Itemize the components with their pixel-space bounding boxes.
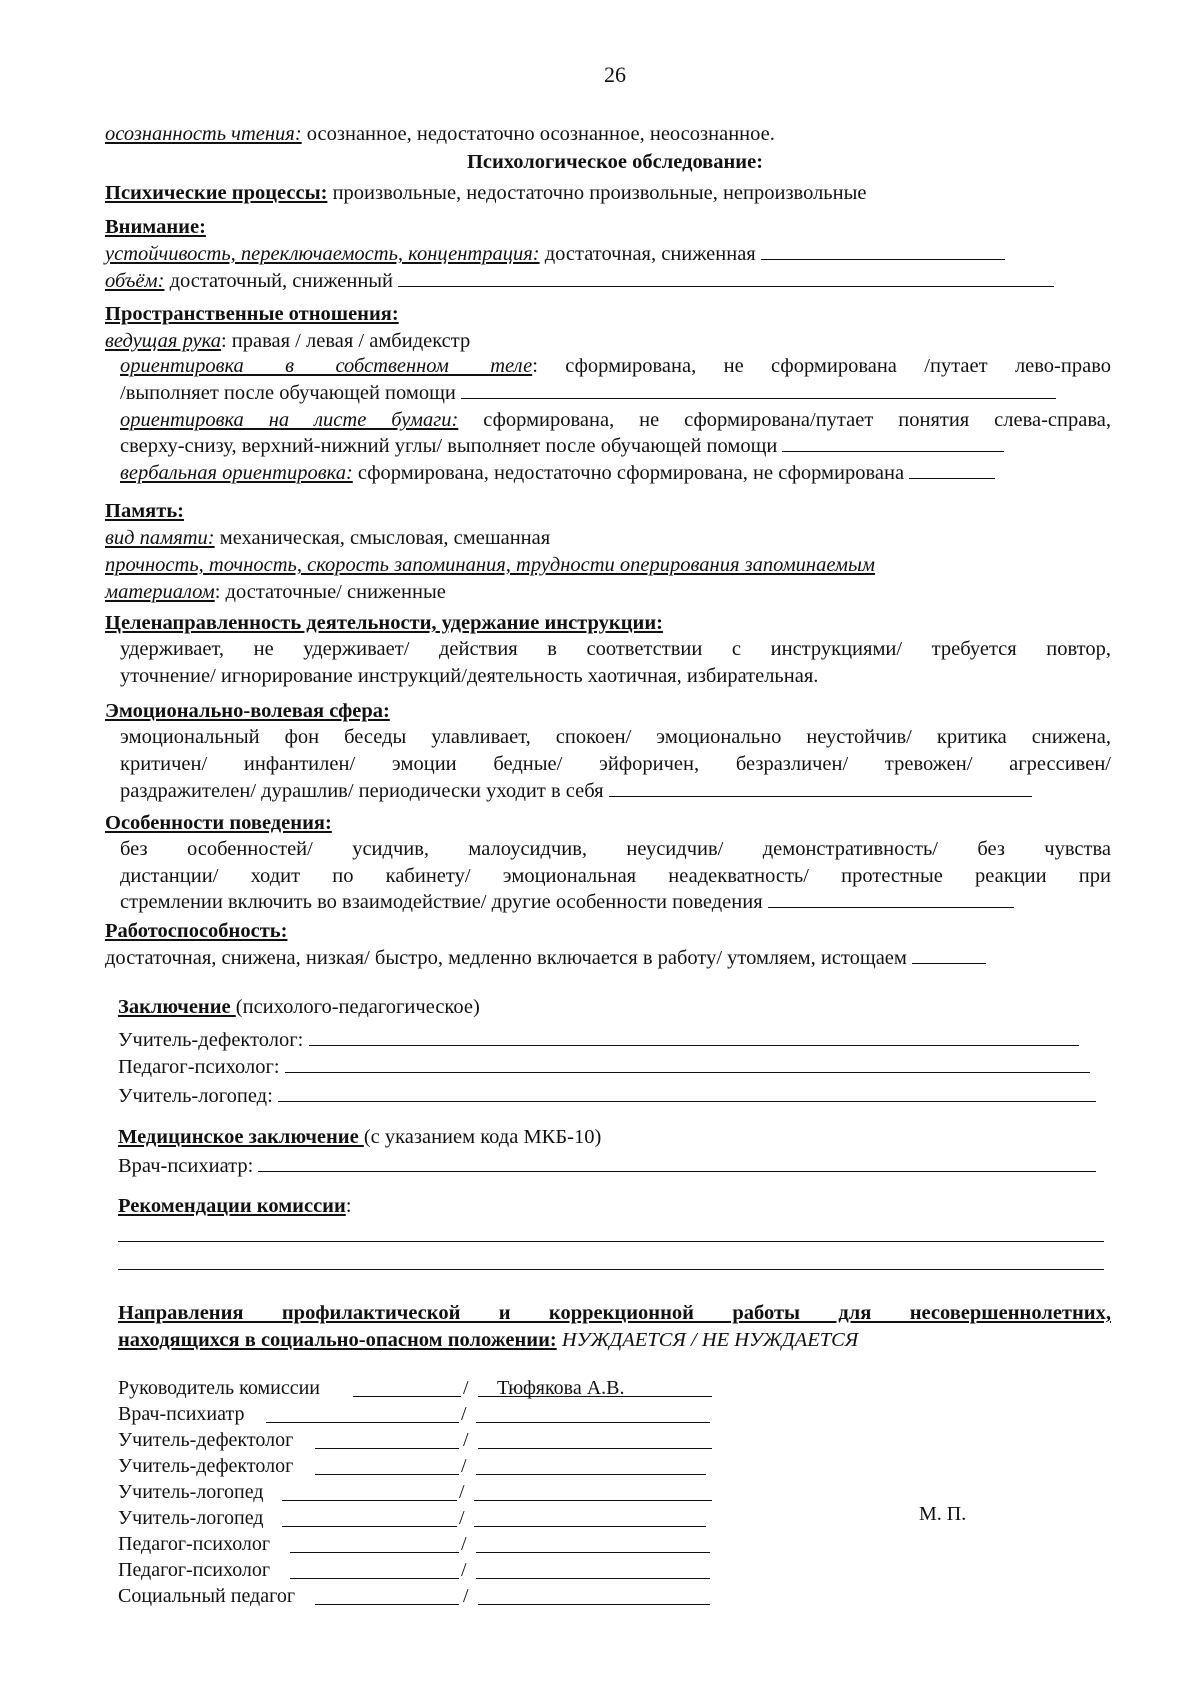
recommendations-rule-2[interactable] — [118, 1269, 1104, 1270]
spatial-heading: Пространственные отношения: — [105, 303, 399, 325]
signature-row-slash: / — [461, 1403, 467, 1425]
spatial-body-line-1 — [120, 353, 1111, 379]
signature-head-blank[interactable] — [353, 1396, 461, 1397]
signature-row-name-blank[interactable] — [478, 1604, 710, 1605]
attention-volume-text: достаточный, сниженный — [164, 270, 394, 292]
behavior-text-3: стремлении включить во взаимодействие/ другие особенности поведения — [120, 891, 763, 913]
signature-row-blank[interactable] — [315, 1448, 459, 1449]
medical-title: Медицинское заключение — [118, 1126, 364, 1148]
spatial-body-label: ориентировка в собственном теле — [120, 355, 533, 377]
behavior-heading: Особенности поведения: — [105, 812, 332, 834]
spatial-paper-text-2: сверху-снизу, верхний-нижний углы/ выполняет после обучающей помощи — [120, 435, 778, 457]
signature-head-label: Руководитель комиссии — [118, 1377, 320, 1399]
spatial-paper-blank[interactable] — [782, 433, 1004, 452]
emotional-line-3 — [120, 778, 1032, 804]
signature-row-name-blank[interactable] — [474, 1526, 706, 1527]
stamp-place: М. П. — [919, 1503, 967, 1525]
work-heading: Работоспособность: — [105, 920, 288, 942]
signature-row-head — [118, 1375, 320, 1401]
directions-line-2 — [118, 1327, 858, 1353]
spatial-verbal-text: сформирована, недостаточно сформирована, не сформирована — [352, 462, 905, 484]
conclusion-logopedist-blank[interactable] — [278, 1083, 1096, 1102]
reading-awareness-text: осознанное, недостаточно осознанное, неосознанное. — [301, 123, 775, 145]
attention-volume-blank[interactable] — [398, 268, 1054, 287]
spatial-paper-text-1: сформирована, не сформирована/путает понятия слева-справа, — [458, 409, 1111, 431]
memory-heading: Память: — [105, 500, 184, 522]
spatial-hand-label: ведущая рука — [105, 330, 221, 352]
conclusion-logopedist-line — [118, 1083, 1096, 1109]
signature-row-label: Учитель-дефектолог — [118, 1429, 294, 1451]
conclusion-psychologist-blank[interactable] — [285, 1054, 1090, 1073]
conclusion-psychologist-line — [118, 1054, 1090, 1080]
signature-row-label: Учитель-дефектолог — [118, 1455, 294, 1477]
signature-row-blank[interactable] — [290, 1578, 459, 1579]
signature-row-slash: / — [461, 1533, 467, 1555]
section-title: Психологическое обследование: — [466, 151, 764, 173]
signature-row-name-blank[interactable] — [476, 1578, 710, 1579]
signature-row-slash: / — [461, 1455, 467, 1477]
emotional-text-2: критичен/ инфантилен/ эмоции бедные/ эйфоричен, безразличен/ тревожен/ агрессивен/ — [120, 753, 1111, 775]
attention-volume-label: объём: — [105, 270, 165, 292]
directions-options: НУЖДАЕТСЯ / НЕ НУЖДАЕТСЯ — [556, 1329, 859, 1351]
signature-row-label: Педагог-психолог — [118, 1533, 271, 1555]
attention-volume-line — [105, 268, 1054, 294]
emotional-text-1: эмоциональный фон беседы улавливает, спокоен/ эмоционально неустойчив/ критика снижена, — [120, 726, 1111, 748]
spatial-hand-text: : правая / левая / амбидекстр — [220, 330, 471, 352]
signature-head-name-blank[interactable] — [478, 1396, 712, 1397]
recommendations-rule-1[interactable] — [118, 1241, 1104, 1242]
emotional-heading: Эмоционально-волевая сфера: — [105, 700, 390, 722]
memory-qual-text: : достаточные/ сниженные — [214, 581, 446, 603]
spatial-paper-line-2 — [120, 433, 1004, 459]
signature-head-name: Тюфякова А.В. — [497, 1377, 625, 1399]
recommendations-title: Рекомендации комиссии — [118, 1195, 346, 1217]
signature-row-blank[interactable] — [282, 1526, 457, 1527]
directions-text-1: Направления профилактической и коррекционной работы для несовершеннолетних, — [118, 1302, 1111, 1324]
medical-psychiatrist-label: Врач-психиатр: — [118, 1155, 254, 1177]
medical-subtitle: (с указанием кода МКБ-10) — [363, 1126, 602, 1148]
spatial-body-line-2 — [120, 380, 1056, 406]
work-line — [105, 945, 986, 971]
conclusion-title: Заключение — [118, 996, 236, 1018]
signature-row-blank[interactable] — [282, 1500, 457, 1501]
signature-row-label: Учитель-логопед — [118, 1507, 264, 1529]
behavior-line-3 — [120, 889, 1014, 915]
processes-text: произвольные, недостаточно произвольные, непроизвольные — [327, 182, 867, 204]
signature-row-blank[interactable] — [315, 1604, 459, 1605]
memory-type-line — [105, 525, 550, 551]
signature-row-name-blank[interactable] — [476, 1474, 706, 1475]
memory-qual-label-1: прочность, точность, скорость запоминания, трудности оперирования запоминаемым — [105, 554, 875, 576]
spatial-body-text-2: /выполняет после обучающей помощи — [120, 382, 456, 404]
signature-row-slash: / — [463, 1429, 469, 1451]
conclusion-logopedist-label: Учитель-логопед: — [118, 1085, 273, 1107]
page-number: 26 — [604, 62, 626, 87]
signature-row-blank[interactable] — [290, 1552, 459, 1553]
signature-row-slash: / — [459, 1507, 465, 1529]
signature-head-slash: / — [463, 1377, 469, 1399]
signature-row-label: Педагог-психолог — [118, 1559, 271, 1581]
signature-row-name-blank[interactable] — [476, 1422, 710, 1423]
work-blank[interactable] — [912, 945, 986, 964]
memory-type-label: вид памяти: — [105, 527, 215, 549]
purpose-heading: Целенаправленность деятельности, удержание инструкции: — [105, 612, 663, 634]
behavior-text-2: дистанции/ ходит по кабинету/ эмоциональная неадекватность/ протестные реакции при — [120, 865, 1111, 887]
spatial-hand-line — [105, 328, 470, 354]
spatial-paper-label: ориентировка на листе бумаги: — [120, 409, 459, 431]
attention-stability-label: устойчивость, переключаемость, концентрация: — [105, 243, 540, 265]
memory-qual-line-1 — [105, 552, 875, 578]
conclusion-subtitle: (психолого-педагогическое) — [235, 996, 480, 1018]
processes-label: Психические процессы: — [105, 182, 328, 204]
signature-row-name-blank[interactable] — [478, 1448, 712, 1449]
signature-row-blank[interactable] — [266, 1422, 459, 1423]
attention-stability-text: достаточная, сниженная — [539, 243, 756, 265]
recommendations-heading — [118, 1193, 352, 1219]
spatial-paper-line-1 — [120, 407, 1111, 433]
conclusion-defectologist-label: Учитель-дефектолог: — [118, 1029, 304, 1051]
spatial-body-text-1: : сформирована, не сформирована /путает лево-право — [532, 355, 1111, 377]
attention-stability-line — [105, 241, 1005, 267]
signature-row-name-blank[interactable] — [476, 1552, 710, 1553]
conclusion-defectologist-line — [118, 1027, 1079, 1053]
memory-qual-line-2 — [105, 579, 446, 605]
spatial-verbal-blank[interactable] — [909, 460, 995, 479]
reading-awareness-line — [105, 121, 775, 147]
purpose-text-2: уточнение/ игнорирование инструкций/деятельность хаотичная, избирательная. — [120, 665, 819, 687]
medical-psychiatrist-line — [118, 1153, 1096, 1179]
work-text: достаточная, снижена, низкая/ быстро, медленно включается в работу/ утомляем, истощаем — [105, 947, 907, 969]
signature-row-slash: / — [463, 1585, 469, 1607]
signature-row-label: Социальный педагог — [118, 1585, 296, 1607]
behavior-text-1: без особенностей/ усидчив, малоусидчив, неусидчив/ демонстративность/ без чувства — [120, 838, 1111, 860]
signature-row-name-blank[interactable] — [474, 1500, 712, 1501]
spatial-body-blank[interactable] — [461, 380, 1056, 399]
reading-awareness-label: осознанность чтения: — [105, 123, 302, 145]
emotional-text-3: раздражителен/ дурашлив/ периодически уходит в себя — [120, 780, 604, 802]
memory-type-text: механическая, смысловая, смешанная — [214, 527, 551, 549]
behavior-blank[interactable] — [768, 889, 1014, 908]
medical-heading — [118, 1124, 601, 1150]
signature-row-label: Учитель-логопед — [118, 1481, 264, 1503]
medical-psychiatrist-blank[interactable] — [258, 1153, 1096, 1172]
emotional-blank[interactable] — [609, 778, 1032, 797]
recommendations-colon: : — [345, 1195, 352, 1217]
conclusion-psychologist-label: Педагог-психолог: — [118, 1056, 280, 1078]
spatial-verbal-line — [120, 460, 995, 486]
signature-row-label: Врач-психиатр — [118, 1403, 245, 1425]
memory-qual-label-2: материалом — [105, 581, 215, 603]
conclusion-defectologist-blank[interactable] — [309, 1027, 1079, 1046]
attention-heading: Внимание: — [105, 216, 206, 238]
spatial-verbal-label: вербальная ориентировка: — [120, 462, 353, 484]
processes-line — [105, 180, 867, 206]
signature-row-slash: / — [461, 1559, 467, 1581]
purpose-text-1: удерживает, не удерживает/ действия в соответствии с инструкциями/ требуется повтор, — [120, 638, 1111, 660]
conclusion-heading — [118, 994, 480, 1020]
signature-row-blank[interactable] — [315, 1474, 459, 1475]
signature-row-slash: / — [459, 1481, 465, 1503]
attention-stability-blank[interactable] — [761, 241, 1005, 260]
directions-text-2: находящихся в социально-опасном положении: — [118, 1329, 557, 1351]
